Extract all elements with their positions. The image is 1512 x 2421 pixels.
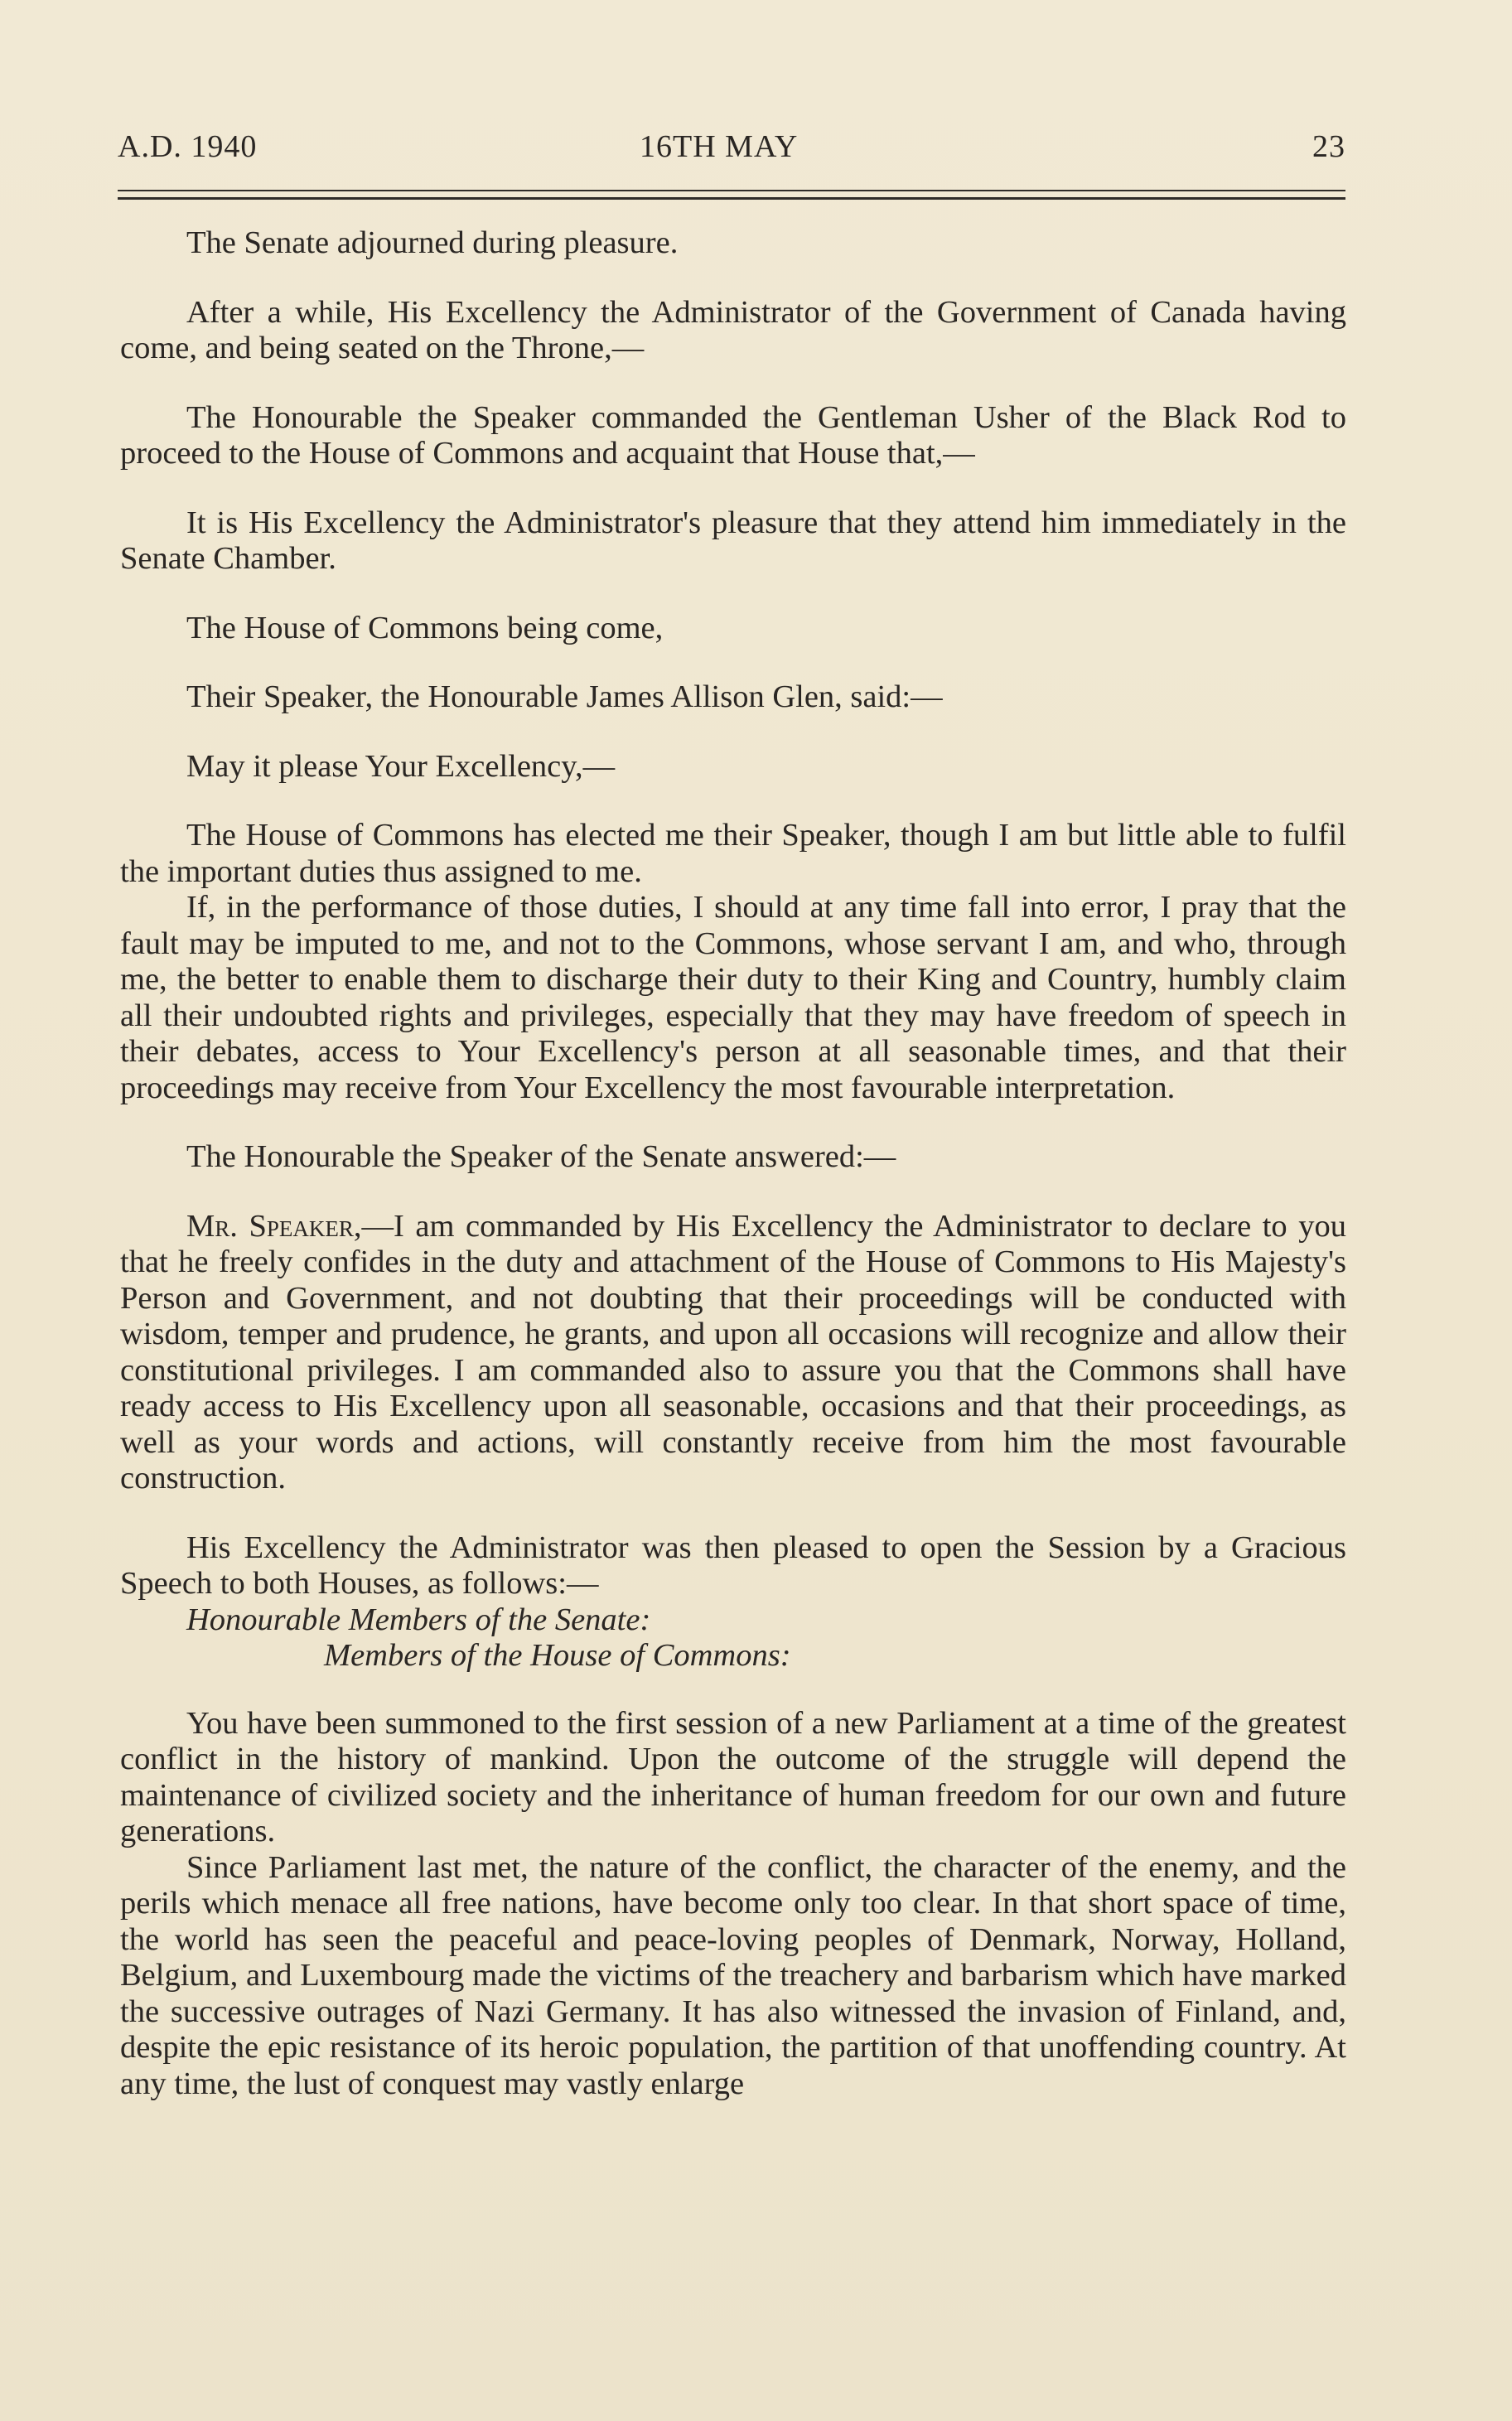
paragraph-administrator-pleasure: It is His Excellency the Administrator's pleasure that they attend him immediately in the Senate Chamber. bbox=[120, 505, 1346, 576]
header-year: A.D. 1940 bbox=[118, 129, 258, 164]
speaker-reply-text: —I am commanded by His Excellency the Administrator to declare to you that he freely confides in the duty and attachment of the House of Commons to His Majesty's Person and Government, and not doubting that their proceedings will be conducted with wisdom, temper and prudence, he grants, and upon all occasions will recognize and allow their constitutional privileges. I am commanded also to assure you that the Commons shall have ready access to His Excellency upon all seasonable, occasions and that their proceedings, as well as your words and actions, will constantly receive from him the most favourable construction. bbox=[120, 1208, 1346, 1496]
page-header bbox=[118, 128, 1345, 170]
document-body bbox=[120, 225, 1346, 2102]
paragraph-elected-speaker: The House of Commons has elected me their Speaker, though I am but little able to fulfil the important duties thus assigned to me. bbox=[120, 818, 1346, 889]
paragraph-black-rod: The Honourable the Speaker commanded the Gentleman Usher of the Black Rod to proceed to the House of Commons and acquaint that House that,— bbox=[120, 399, 1346, 471]
salutation-commons: Members of the House of Commons: bbox=[324, 1638, 791, 1673]
header-rule-thin bbox=[118, 190, 1345, 191]
paragraph-open-session: His Excellency the Administrator was then pleased to open the Session by a Gracious Speech to both Houses, as follows:— bbox=[120, 1529, 1346, 1601]
paragraph-speaker-reply bbox=[120, 1209, 1346, 1497]
paragraph-senate-adjourned: The Senate adjourned during pleasure. bbox=[186, 225, 679, 260]
page-number: 23 bbox=[1312, 129, 1345, 164]
salutation-senate: Honourable Members of the Senate: bbox=[186, 1602, 651, 1637]
paragraph-since-parliament: Since Parliament last met, the nature of the conflict, the character of the enemy, and the perils which menace all free nations, have become only too clear. In that short space of time, the world has seen the peaceful and peace-loving peoples of Denmark, Norway, Holland, Belgium, and Luxembourg made the victims of the treachery and barbarism which have marked the successive outrages of Nazi Germany. It has also witnessed the invasion of Finland, and, despite the epic resistance of its heroic population, the partition of that unoffending country. At any time, the lust of conquest may vastly enlarge bbox=[120, 1849, 1346, 2101]
speaker-salutation: Mr. Speaker, bbox=[186, 1208, 362, 1244]
paragraph-administrator-arrives: After a while, His Excellency the Administrator of the Government of Canada having come, and being seated on the Throne,— bbox=[120, 294, 1346, 365]
paragraph-performance-of-duties: If, in the performance of those duties, I should at any time fall into error, I pray that the fault may be imputed to me, and not to the Commons, whose servant I am, and who, through me, the better to enable them to discharge their duty to their King and Country, humbly claim all their undoubted rights and privileges, especially that they may have freedom of speech in their debates, access to Your Excellency's person at all seasonable times, and that their proceedings may receive from Your Excellency the most favourable interpretation. bbox=[120, 890, 1346, 1105]
header-date: 16TH MAY bbox=[640, 129, 799, 164]
header-rule-thick bbox=[118, 197, 1345, 200]
paragraph-commons-come: The House of Commons being come, bbox=[186, 610, 664, 645]
paragraph-senate-speaker-answered: The Honourable the Speaker of the Senate answered:— bbox=[186, 1139, 896, 1174]
paragraph-speaker-said: Their Speaker, the Honourable James Allison Glen, said:— bbox=[186, 679, 943, 714]
paragraph-summoned: You have been summoned to the first session of a new Parliament at a time of the greatest conflict in the history of mankind. Upon the outcome of the struggle will depend the maintenance of civilized society and the inheritance of human freedom for our own and future generations. bbox=[120, 1705, 1346, 1848]
paragraph-may-it-please: May it please Your Excellency,— bbox=[186, 748, 616, 784]
